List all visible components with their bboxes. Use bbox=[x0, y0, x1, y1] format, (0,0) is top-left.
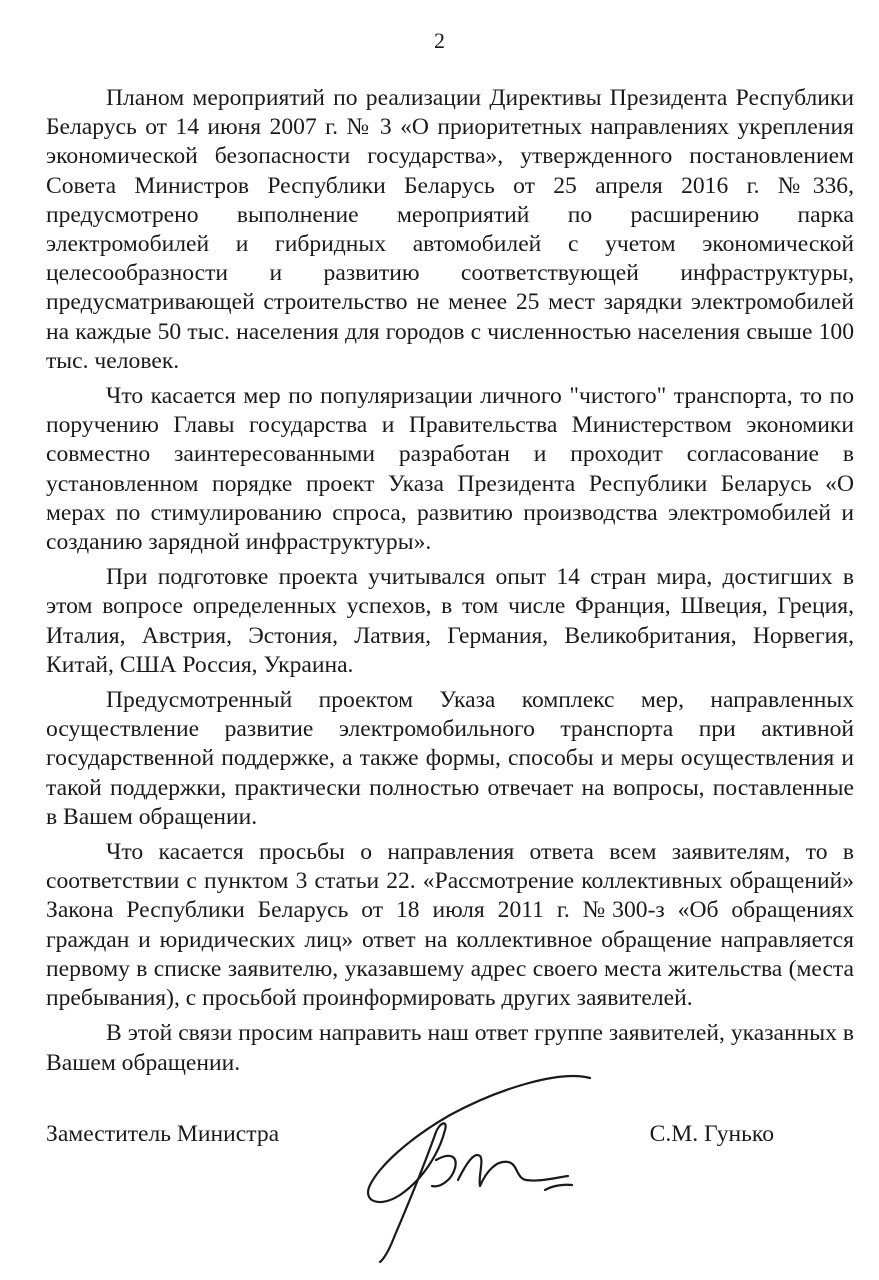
paragraph-1: Планом мероприятий по реализации Директивы Президента Республики Беларусь от 14 июня 2007 г. № 3 «О приоритетных направлениях укрепления экономической безопасности государства», утвержденного постановлением Совета Министров Республики Беларусь от 25 апреля 2016 г. №336, предусмотрено выполнение мероприятий по расширению парка электромобилей и гибридных автомобилей с учетом экономической целесообразности и развитию соответствующей инфраструктуры, предусматривающей строительство не менее 25 мест зарядки электромобилей на каждые 50 тыс. населения для городов с численностью населения свыше 100 тыс. человек. bbox=[46, 85, 854, 374]
letter-body bbox=[46, 84, 854, 1084]
paragraph-6: В этой связи просим направить наш ответ группе заявителей, указанных в Вашем обращении. bbox=[46, 1020, 854, 1076]
handwritten-signature bbox=[340, 1060, 610, 1265]
paragraph-2: Что касается мер по популяризации личного "чистого" транспорта, то по поручению Главы государства и Правительства Министерством экономики совместно заинтересованными разработан и проходит согласование в установленном порядке проект Указа Президента Республики Беларусь «О мерах по стимулированию спроса, развитию производства электромобилей и созданию зарядной инфраструктуры». bbox=[46, 383, 854, 556]
signatory-position: Заместитель Министра bbox=[46, 1121, 280, 1147]
paragraph-4: Предусмотренный проектом Указа комплекс мер, направленных осуществление развитие электромобильного транспорта при активной государственной поддержке, а также формы, способы и меры осуществления и такой поддержки, практически полностью отвечает на вопросы, поставленные в Вашем обращении. bbox=[46, 687, 854, 830]
paragraph-3: При подготовке проекта учитывался опыт 14 стран мира, достигших в этом вопросе определенных успехов, в том числе Франция, Швеция, Греция, Италия, Австрия, Эстония, Латвия, Германия, Великобритания, Норвегия, Китай, США Россия, Украина. bbox=[46, 564, 854, 678]
signatory-name: С.М. Гунько bbox=[649, 1121, 774, 1147]
paragraph-5: Что касается просьбы о направления ответа всем заявителям, то в соответствии с пунктом 3 статьи 22. «Рассмотрение коллективных обращений» Закона Республики Беларусь от 18 июля 2011 г. №300-з «Об обращениях граждан и юридических лиц» ответ на коллективное обращение направляется первому в списке заявителю, указавшему адрес своего места жительства (места пребывания), с просьбой проинформировать других заявителей. bbox=[46, 839, 854, 1012]
page-number: 2 bbox=[434, 28, 445, 53]
